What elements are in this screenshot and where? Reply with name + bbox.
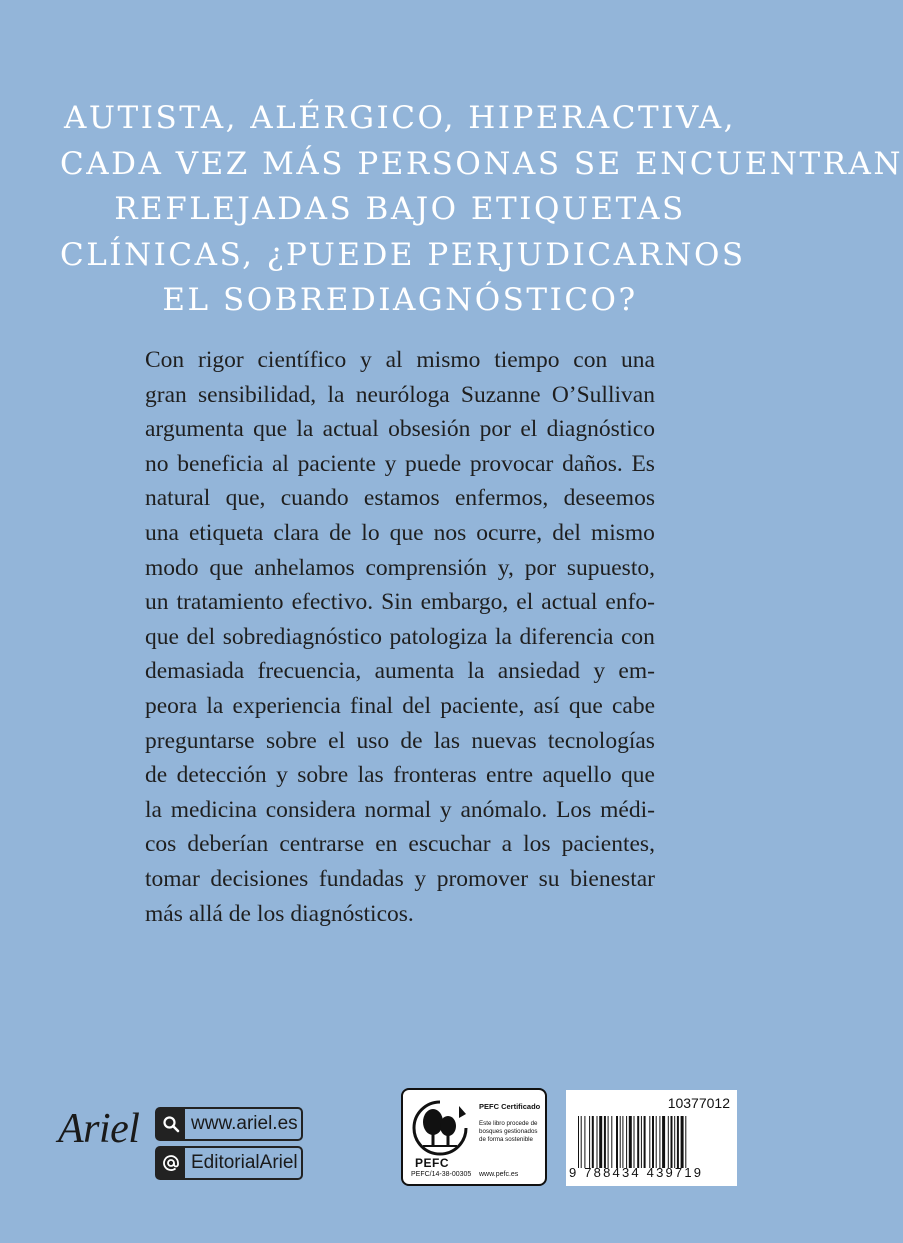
pefc-description: Este libro procede de bosques gestionados de forma sostenible (479, 1120, 538, 1143)
website-link[interactable] (155, 1107, 303, 1141)
book-blurb (145, 343, 655, 931)
social-handle-label: EditorialAriel (191, 1152, 298, 1173)
headline-line: AUTISTA, ALÉRGICO, HIPERACTIVA, (64, 100, 736, 136)
isbn-number: 9 788434 439719 (569, 1165, 704, 1180)
barcode-label (566, 1090, 737, 1186)
blurb-line: más allá de los diagnósticos. (145, 900, 414, 927)
social-handle-link[interactable] (155, 1146, 303, 1180)
blurb-line: de detección y sobre las fronteras entre aquello que (145, 762, 655, 789)
blurb-line: cos deberían centrarse en escuchar a los pacientes, (145, 831, 655, 858)
blurb-line: Con rigor científico y al mismo tiempo con una (145, 347, 655, 373)
pefc-url: www.pefc.es (479, 1171, 519, 1178)
blurb-line: argumenta que la actual obsesión por el diagnóstico (145, 416, 655, 443)
blurb-line: peora la experiencia final del paciente, así que cabe (145, 692, 655, 719)
pefc-certification-label (401, 1088, 547, 1186)
product-code: 10377012 (667, 1095, 730, 1111)
blurb-line: la medicina considera normal y anómalo. Los médi- (145, 796, 655, 823)
publisher-logo: Ariel (58, 1106, 140, 1152)
blurb-line: gran sensibilidad, la neuróloga Suzanne O’Sullivan (145, 381, 655, 408)
pefc-tree-logo-icon (409, 1098, 471, 1156)
cover-headline (60, 96, 903, 324)
pefc-code: PEFC/14-38-00305 (411, 1171, 472, 1178)
blurb-line: demasiada frecuencia, aumenta la ansiedad y em- (145, 658, 655, 685)
headline-line: CLÍNICAS, ¿PUEDE PERJUDICARNOS (60, 236, 746, 273)
at-icon (157, 1148, 185, 1178)
blurb-line: no beneficia al paciente y puede provocar daños. Es (145, 450, 655, 477)
blurb-line: un tratamiento efectivo. Sin embargo, el actual enfo- (145, 589, 655, 616)
blurb-line: natural que, cuando estamos enfermos, deseemos (145, 485, 655, 512)
blurb-line: tomar decisiones fundadas y promover su bienestar (145, 865, 655, 892)
blurb-line: que del sobrediagnóstico patologiza la diferencia con (145, 623, 655, 650)
headline-line: CADA VEZ MÁS PERSONAS SE ENCUENTRAN (60, 145, 903, 182)
search-icon (157, 1109, 185, 1139)
barcode-bars (578, 1116, 728, 1168)
headline-line: REFLEJADAS BAJO ETIQUETAS (114, 191, 686, 227)
pefc-certified: PEFC Certificado (479, 1102, 541, 1111)
headline-line: EL SOBREDIAGNÓSTICO? (162, 282, 638, 318)
blurb-line: una etiqueta clara de lo que nos ocurre, del mismo (145, 519, 655, 546)
website-label: www.ariel.es (191, 1113, 298, 1134)
blurb-line: modo que anhelamos comprensión y, por supuesto, (145, 554, 655, 581)
blurb-line: preguntarse sobre el uso de las nuevas tecnologías (145, 727, 655, 754)
pefc-name: PEFC (415, 1156, 450, 1170)
